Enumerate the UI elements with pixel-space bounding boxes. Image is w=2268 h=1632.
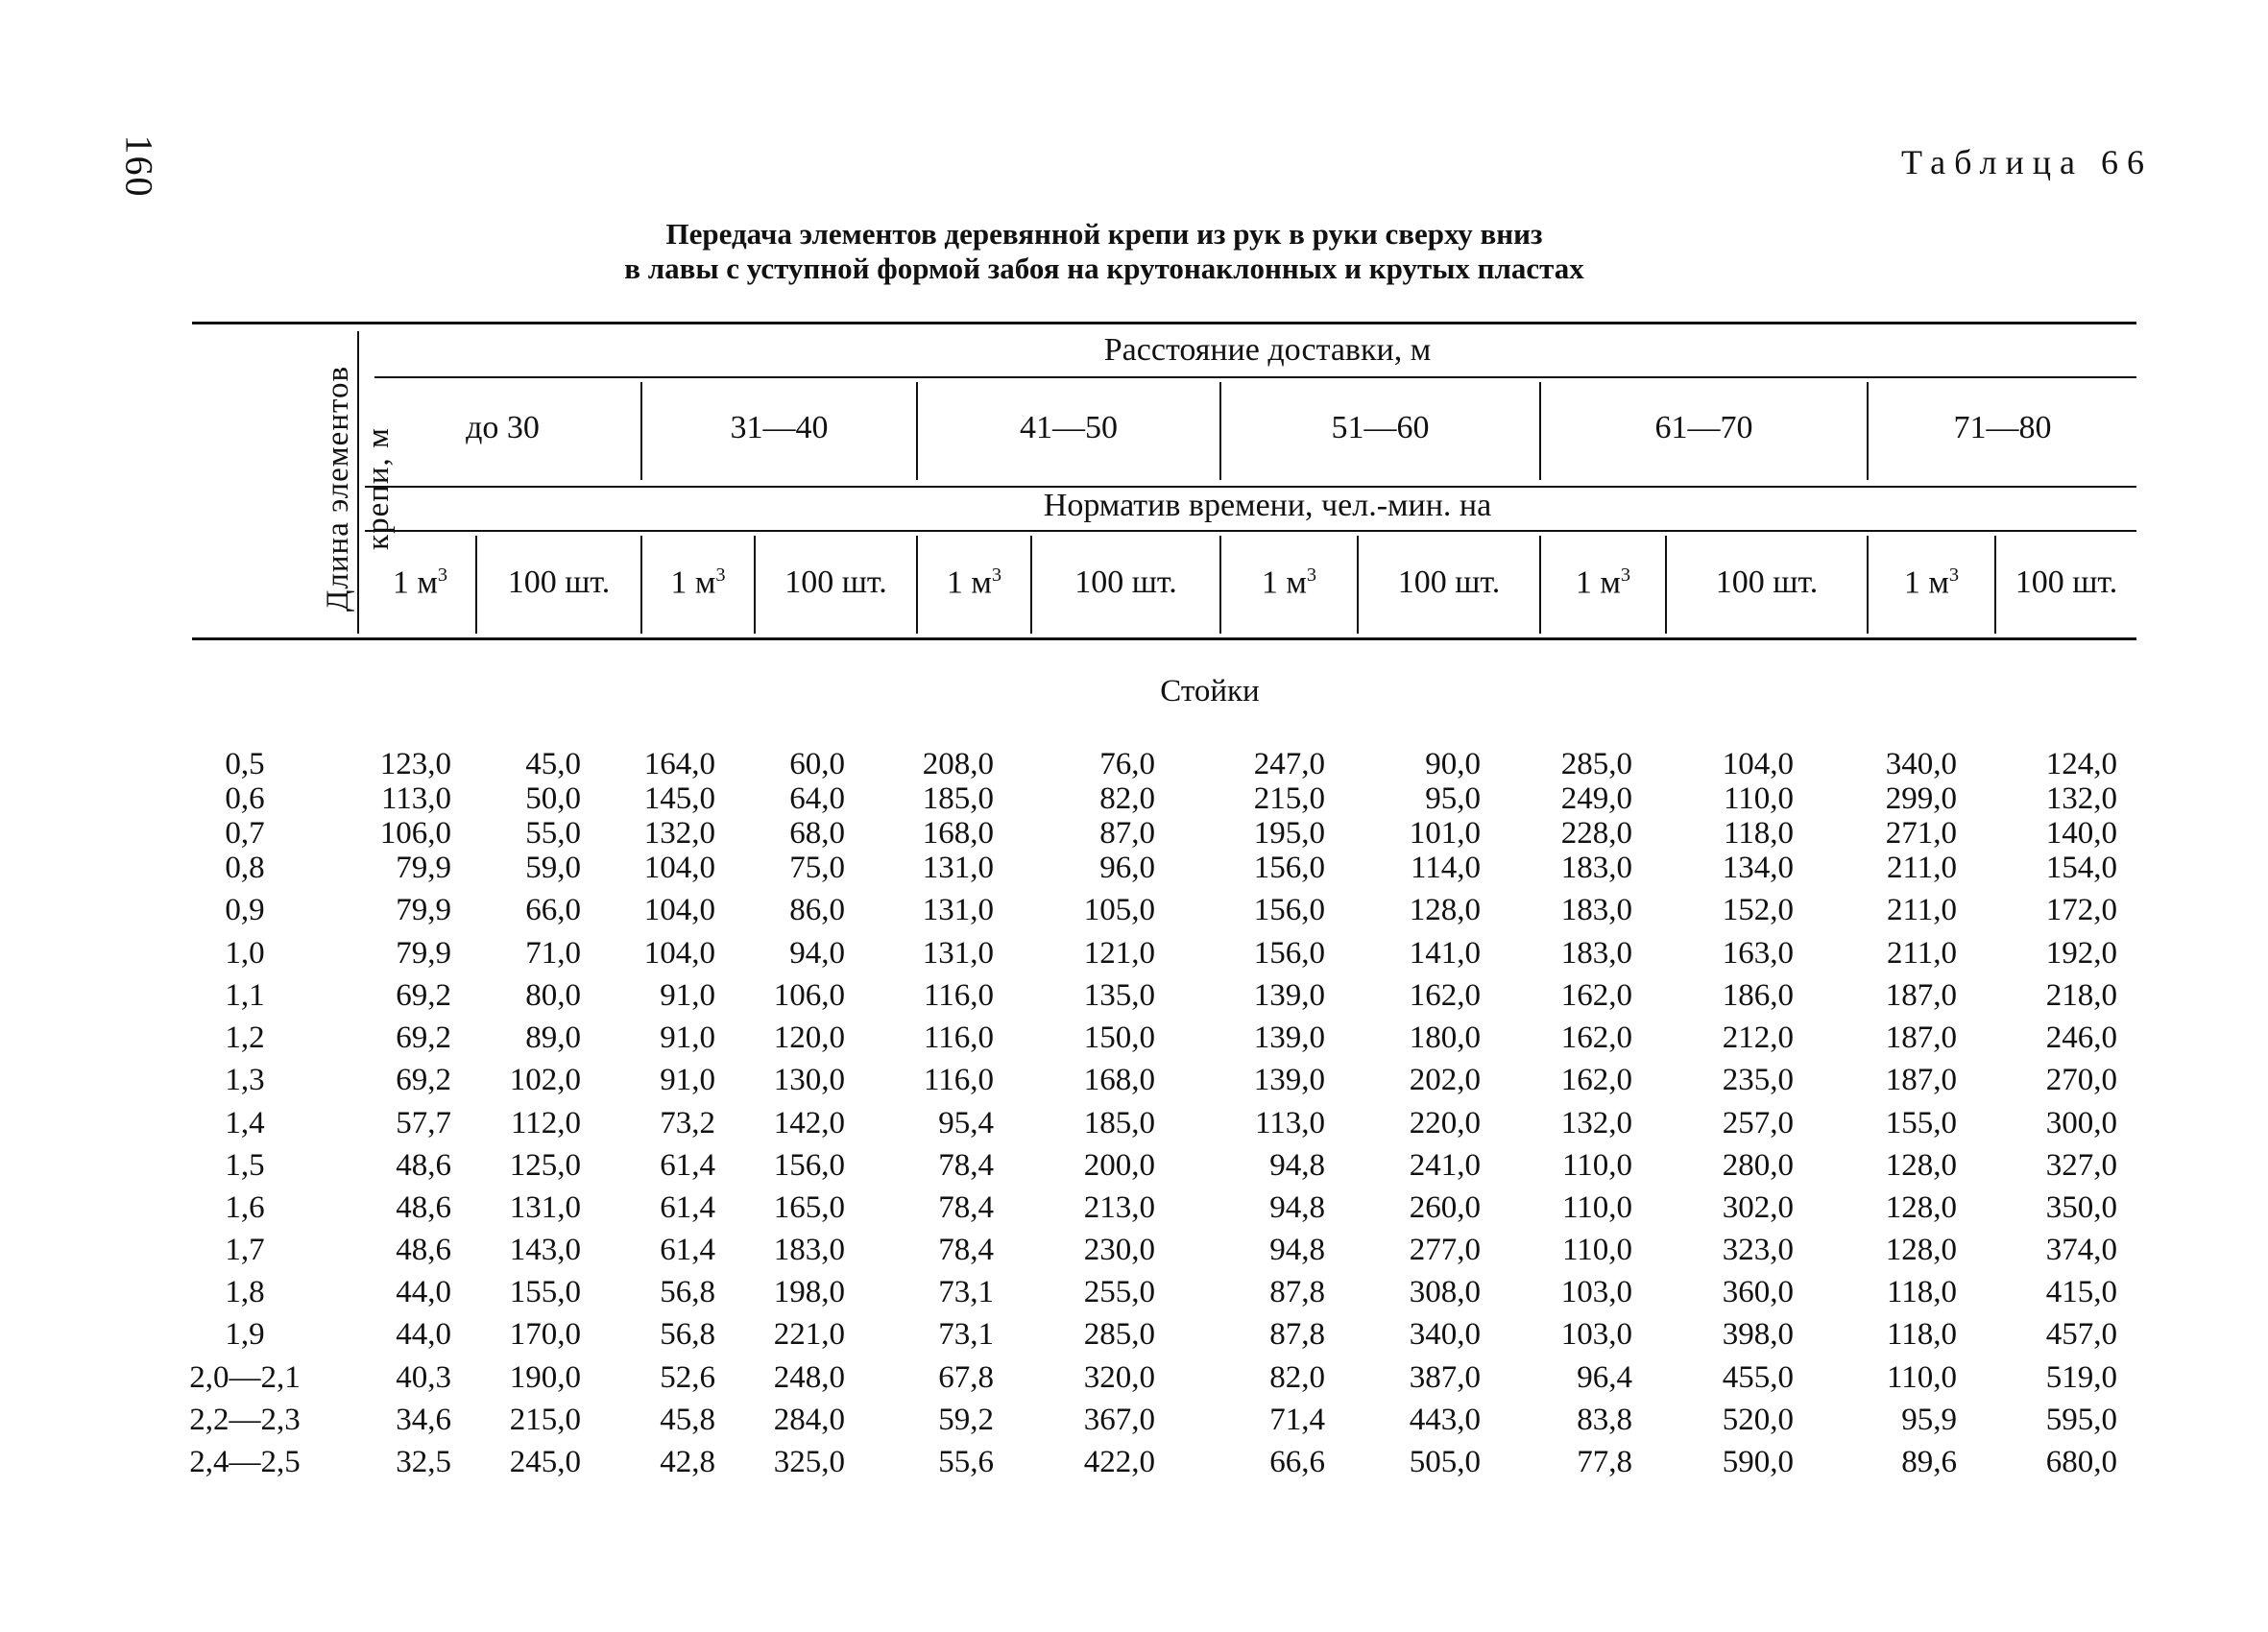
value-cell: 367,0 <box>1083 1403 1155 1437</box>
value-cell: 208,0 <box>922 747 994 781</box>
unit-m3-header <box>1221 564 1357 601</box>
value-cell: 183,0 <box>1560 936 1632 971</box>
value-cell: 82,0 <box>1099 781 1155 816</box>
table-label: Таблица 66 <box>1901 143 2153 181</box>
value-cell: 48,6 <box>396 1190 451 1225</box>
unit-m3-superscript: 3 <box>991 564 1002 586</box>
value-cell: 165,0 <box>773 1190 845 1225</box>
value-cell: 116,0 <box>923 1063 994 1097</box>
value-cell: 156,0 <box>1253 893 1325 927</box>
value-cell: 302,0 <box>1722 1190 1794 1225</box>
element-length-cell: 1,6 <box>225 1190 265 1225</box>
value-cell: 187,0 <box>1885 978 1957 1013</box>
value-cell: 57,7 <box>396 1106 451 1140</box>
table-row <box>0 851 2268 889</box>
table-row <box>0 816 2268 854</box>
value-cell: 104,0 <box>643 893 715 927</box>
value-cell: 55,0 <box>525 816 581 851</box>
value-cell: 104,0 <box>643 936 715 971</box>
value-cell: 284,0 <box>773 1403 845 1437</box>
value-cell: 91,0 <box>660 1063 715 1097</box>
value-cell: 61,4 <box>660 1233 715 1267</box>
value-cell: 230,0 <box>1083 1233 1155 1267</box>
distance-group: 31—40 <box>730 410 829 445</box>
value-cell: 285,0 <box>1560 747 1632 781</box>
unit-m3-header <box>1869 564 1994 601</box>
distance-rule <box>374 376 2136 378</box>
value-cell: 221,0 <box>773 1317 845 1352</box>
value-cell: 78,4 <box>938 1190 994 1225</box>
table-row <box>0 1190 2268 1229</box>
section-title: Стойки <box>1160 674 1260 708</box>
element-length-cell: 1,3 <box>225 1063 265 1097</box>
value-cell: 40,3 <box>396 1360 451 1395</box>
value-cell: 155,0 <box>509 1275 581 1309</box>
value-cell: 94,8 <box>1269 1190 1325 1225</box>
value-cell: 80,0 <box>525 978 581 1013</box>
value-cell: 215,0 <box>1253 781 1325 816</box>
element-length-cell: 0,7 <box>225 816 265 851</box>
value-cell: 76,0 <box>1099 747 1155 781</box>
value-cell: 457,0 <box>2045 1317 2117 1352</box>
value-cell: 246,0 <box>2045 1020 2117 1055</box>
value-cell: 172,0 <box>2045 893 2117 927</box>
value-cell: 132,0 <box>1560 1106 1632 1140</box>
value-cell: 135,0 <box>1083 978 1155 1013</box>
distance-group: 51—60 <box>1331 410 1430 445</box>
value-cell: 118,0 <box>1723 816 1794 851</box>
value-cell: 91,0 <box>660 1020 715 1055</box>
value-cell: 45,0 <box>525 747 581 781</box>
norm-header: Норматив времени, чел.-мин. на <box>1043 488 1492 523</box>
unit-pcs-header: 100 шт. <box>784 564 887 600</box>
value-cell: 82,0 <box>1269 1360 1325 1395</box>
value-cell: 211,0 <box>1886 936 1957 971</box>
value-cell: 66,0 <box>525 893 581 927</box>
value-cell: 192,0 <box>2045 936 2117 971</box>
value-cell: 131,0 <box>509 1190 581 1225</box>
value-cell: 78,4 <box>938 1148 994 1183</box>
value-cell: 110,0 <box>1561 1233 1632 1267</box>
page-number: 160 <box>117 134 161 199</box>
value-cell: 152,0 <box>1722 893 1794 927</box>
value-cell: 95,9 <box>1901 1403 1957 1437</box>
value-cell: 270,0 <box>2045 1063 2117 1097</box>
value-cell: 96,4 <box>1577 1360 1632 1395</box>
value-cell: 218,0 <box>2045 978 2117 1013</box>
value-cell: 247,0 <box>1253 747 1325 781</box>
element-length-cell: 0,5 <box>225 747 265 781</box>
value-cell: 187,0 <box>1885 1020 1957 1055</box>
value-cell: 387,0 <box>1409 1360 1481 1395</box>
value-cell: 34,6 <box>396 1403 451 1437</box>
value-cell: 455,0 <box>1722 1360 1794 1395</box>
value-cell: 110,0 <box>1561 1190 1632 1225</box>
value-cell: 45,8 <box>660 1403 715 1437</box>
unit-pcs-header: 100 шт. <box>1397 564 1501 600</box>
value-cell: 128,0 <box>1885 1148 1957 1183</box>
value-cell: 190,0 <box>509 1360 581 1395</box>
value-cell: 170,0 <box>509 1317 581 1352</box>
value-cell: 128,0 <box>1885 1190 1957 1225</box>
value-cell: 110,0 <box>1561 1148 1632 1183</box>
value-cell: 183,0 <box>1560 893 1632 927</box>
value-cell: 350,0 <box>2045 1190 2117 1225</box>
value-cell: 280,0 <box>1722 1148 1794 1183</box>
value-cell: 87,0 <box>1099 816 1155 851</box>
table-row <box>0 1020 2268 1059</box>
value-cell: 162,0 <box>1560 1020 1632 1055</box>
unit-m3-text: 1 м <box>1261 564 1307 601</box>
unit-m3-superscript: 3 <box>1948 564 1960 586</box>
value-cell: 110,0 <box>1886 1360 1957 1395</box>
value-cell: 42,8 <box>660 1445 715 1479</box>
value-cell: 131,0 <box>922 893 994 927</box>
value-cell: 106,0 <box>379 816 451 851</box>
value-cell: 155,0 <box>1885 1106 1957 1140</box>
value-cell: 200,0 <box>1083 1148 1155 1183</box>
distance-group: 41—50 <box>1020 410 1118 445</box>
value-cell: 185,0 <box>1083 1106 1155 1140</box>
table-row <box>0 978 2268 1017</box>
value-cell: 132,0 <box>643 816 715 851</box>
value-cell: 104,0 <box>643 851 715 885</box>
value-cell: 340,0 <box>1885 747 1957 781</box>
value-cell: 300,0 <box>2045 1106 2117 1140</box>
value-cell: 257,0 <box>1722 1106 1794 1140</box>
value-cell: 128,0 <box>1885 1233 1957 1267</box>
element-length-cell: 1,4 <box>225 1106 265 1140</box>
value-cell: 32,5 <box>396 1445 451 1479</box>
value-cell: 114,0 <box>1410 851 1481 885</box>
value-cell: 95,4 <box>938 1106 994 1140</box>
value-cell: 106,0 <box>773 978 845 1013</box>
value-cell: 140,0 <box>2045 816 2117 851</box>
table-title-line-2: в лавы с уступной формой забоя на крутонаклонных и крутых пластах <box>624 252 1584 285</box>
unit-pcs-header: 100 шт. <box>2015 564 2118 600</box>
element-length-cell: 1,8 <box>225 1275 265 1309</box>
value-cell: 75,0 <box>789 851 845 885</box>
element-length-cell: 1,9 <box>225 1317 265 1352</box>
value-cell: 198,0 <box>773 1275 845 1309</box>
element-length-cell: 1,7 <box>225 1233 265 1267</box>
value-cell: 186,0 <box>1722 978 1794 1013</box>
value-cell: 235,0 <box>1722 1063 1794 1097</box>
table-row <box>0 781 2268 820</box>
value-cell: 211,0 <box>1886 851 1957 885</box>
unit-pcs-header: 100 шт. <box>507 564 611 600</box>
value-cell: 52,6 <box>660 1360 715 1395</box>
value-cell: 415,0 <box>2045 1275 2117 1309</box>
element-length-cell: 2,4—2,5 <box>189 1445 301 1479</box>
value-cell: 69,2 <box>396 978 451 1013</box>
value-cell: 73,1 <box>938 1275 994 1309</box>
value-cell: 260,0 <box>1409 1190 1481 1225</box>
table-row <box>0 893 2268 931</box>
unit-m3-text: 1 м <box>946 564 992 601</box>
value-cell: 44,0 <box>396 1317 451 1352</box>
unit-m3-text: 1 м <box>1903 564 1949 601</box>
value-cell: 105,0 <box>1083 893 1155 927</box>
value-cell: 215,0 <box>509 1403 581 1437</box>
unit-m3-text: 1 м <box>670 564 716 601</box>
value-cell: 142,0 <box>773 1106 845 1140</box>
distance-group: 71—80 <box>1953 410 2052 445</box>
unit-m3-header <box>918 564 1030 601</box>
value-cell: 116,0 <box>923 1020 994 1055</box>
value-cell: 48,6 <box>396 1233 451 1267</box>
value-cell: 595,0 <box>2045 1403 2117 1437</box>
unit-m3-text: 1 м <box>392 564 438 601</box>
value-cell: 443,0 <box>1409 1403 1481 1437</box>
value-cell: 103,0 <box>1560 1275 1632 1309</box>
value-cell: 325,0 <box>773 1445 845 1479</box>
unit-pcs-header: 100 шт. <box>1074 564 1177 600</box>
value-cell: 116,0 <box>923 978 994 1013</box>
row-label-text: Длина элементов крепи, м <box>321 365 396 612</box>
value-cell: 67,8 <box>938 1360 994 1395</box>
value-cell: 120,0 <box>773 1020 845 1055</box>
value-cell: 299,0 <box>1885 781 1957 816</box>
value-cell: 87,8 <box>1269 1275 1325 1309</box>
unit-m3-superscript: 3 <box>437 564 448 586</box>
distance-group: до 30 <box>466 410 540 445</box>
norm-rule <box>365 530 2136 532</box>
value-cell: 220,0 <box>1409 1106 1481 1140</box>
unit-m3-superscript: 3 <box>715 564 726 586</box>
value-cell: 143,0 <box>509 1233 581 1267</box>
value-cell: 212,0 <box>1722 1020 1794 1055</box>
unit-m3-header <box>1541 564 1665 601</box>
table-row <box>0 936 2268 974</box>
value-cell: 56,8 <box>660 1275 715 1309</box>
element-length-cell: 2,0—2,1 <box>189 1360 301 1395</box>
value-cell: 87,8 <box>1269 1317 1325 1352</box>
value-cell: 255,0 <box>1083 1275 1155 1309</box>
value-cell: 66,6 <box>1269 1445 1325 1479</box>
value-cell: 118,0 <box>1886 1275 1957 1309</box>
value-cell: 77,8 <box>1577 1445 1632 1479</box>
value-cell: 103,0 <box>1560 1317 1632 1352</box>
value-cell: 374,0 <box>2045 1233 2117 1267</box>
value-cell: 59,0 <box>525 851 581 885</box>
value-cell: 56,8 <box>660 1317 715 1352</box>
element-length-cell: 1,2 <box>225 1020 265 1055</box>
element-length-cell: 0,6 <box>225 781 265 816</box>
value-cell: 271,0 <box>1885 816 1957 851</box>
value-cell: 73,1 <box>938 1317 994 1352</box>
value-cell: 168,0 <box>1083 1063 1155 1097</box>
value-cell: 89,6 <box>1901 1445 1957 1479</box>
value-cell: 90,0 <box>1425 747 1481 781</box>
value-cell: 113,0 <box>1254 1106 1325 1140</box>
distance-group: 61—70 <box>1654 410 1753 445</box>
element-length-cell: 1,1 <box>225 978 265 1013</box>
value-cell: 520,0 <box>1722 1403 1794 1437</box>
value-cell: 398,0 <box>1722 1317 1794 1352</box>
value-cell: 112,0 <box>510 1106 581 1140</box>
table-row <box>0 1063 2268 1101</box>
value-cell: 69,2 <box>396 1063 451 1097</box>
value-cell: 64,0 <box>789 781 845 816</box>
value-cell: 78,4 <box>938 1233 994 1267</box>
element-length-cell: 2,2—2,3 <box>189 1403 301 1437</box>
unit-m3-header <box>642 564 754 601</box>
value-cell: 131,0 <box>922 851 994 885</box>
value-cell: 680,0 <box>2045 1445 2117 1479</box>
value-cell: 422,0 <box>1083 1445 1155 1479</box>
value-cell: 285,0 <box>1083 1317 1155 1352</box>
value-cell: 139,0 <box>1253 1063 1325 1097</box>
unit-m3-superscript: 3 <box>1620 564 1631 586</box>
value-cell: 79,9 <box>396 893 451 927</box>
table-row <box>0 1275 2268 1313</box>
table-row <box>0 1360 2268 1399</box>
value-cell: 73,2 <box>660 1106 715 1140</box>
value-cell: 69,2 <box>396 1020 451 1055</box>
value-cell: 61,4 <box>660 1190 715 1225</box>
value-cell: 154,0 <box>2045 851 2117 885</box>
value-cell: 164,0 <box>643 747 715 781</box>
value-cell: 89,0 <box>525 1020 581 1055</box>
value-cell: 327,0 <box>2045 1148 2117 1183</box>
table-row <box>0 1317 2268 1356</box>
value-cell: 59,2 <box>938 1403 994 1437</box>
value-cell: 340,0 <box>1409 1317 1481 1352</box>
value-cell: 60,0 <box>789 747 845 781</box>
value-cell: 44,0 <box>396 1275 451 1309</box>
value-cell: 139,0 <box>1253 1020 1325 1055</box>
value-cell: 83,8 <box>1577 1403 1632 1437</box>
value-cell: 162,0 <box>1409 978 1481 1013</box>
value-cell: 141,0 <box>1409 936 1481 971</box>
unit-m3-text: 1 м <box>1575 564 1621 601</box>
value-cell: 118,0 <box>1886 1317 1957 1352</box>
value-cell: 248,0 <box>773 1360 845 1395</box>
value-cell: 185,0 <box>922 781 994 816</box>
value-cell: 55,6 <box>938 1445 994 1479</box>
value-cell: 104,0 <box>1722 747 1794 781</box>
value-cell: 131,0 <box>922 936 994 971</box>
value-cell: 124,0 <box>2045 747 2117 781</box>
value-cell: 96,0 <box>1099 851 1155 885</box>
unit-m3-superscript: 3 <box>1306 564 1317 586</box>
value-cell: 128,0 <box>1409 893 1481 927</box>
value-cell: 505,0 <box>1409 1445 1481 1479</box>
value-cell: 48,6 <box>396 1148 451 1183</box>
value-cell: 162,0 <box>1560 978 1632 1013</box>
table-row <box>0 1233 2268 1271</box>
value-cell: 79,9 <box>396 936 451 971</box>
value-cell: 323,0 <box>1722 1233 1794 1267</box>
value-cell: 113,0 <box>380 781 451 816</box>
value-cell: 168,0 <box>922 816 994 851</box>
value-cell: 71,0 <box>525 936 581 971</box>
value-cell: 94,8 <box>1269 1233 1325 1267</box>
value-cell: 71,4 <box>1269 1403 1325 1437</box>
value-cell: 150,0 <box>1083 1020 1155 1055</box>
value-cell: 360,0 <box>1722 1275 1794 1309</box>
value-cell: 102,0 <box>509 1063 581 1097</box>
value-cell: 590,0 <box>1722 1445 1794 1479</box>
value-cell: 195,0 <box>1253 816 1325 851</box>
value-cell: 241,0 <box>1409 1148 1481 1183</box>
value-cell: 91,0 <box>660 978 715 1013</box>
value-cell: 277,0 <box>1409 1233 1481 1267</box>
header-top-rule <box>192 322 2136 324</box>
value-cell: 245,0 <box>509 1445 581 1479</box>
unit-pcs-header: 100 шт. <box>1715 564 1819 600</box>
value-cell: 320,0 <box>1083 1360 1155 1395</box>
value-cell: 187,0 <box>1885 1063 1957 1097</box>
element-length-cell: 0,8 <box>225 851 265 885</box>
value-cell: 211,0 <box>1886 893 1957 927</box>
value-cell: 132,0 <box>2045 781 2117 816</box>
value-cell: 94,8 <box>1269 1148 1325 1183</box>
table-title-line-1: Передача элементов деревянной крепи из рук в руки сверху вниз <box>665 217 1543 251</box>
table-row <box>0 747 2268 785</box>
value-cell: 121,0 <box>1083 936 1155 971</box>
value-cell: 156,0 <box>773 1148 845 1183</box>
table-row <box>0 1148 2268 1187</box>
table-row <box>0 1403 2268 1441</box>
value-cell: 68,0 <box>789 816 845 851</box>
value-cell: 130,0 <box>773 1063 845 1097</box>
value-cell: 183,0 <box>1560 851 1632 885</box>
value-cell: 163,0 <box>1722 936 1794 971</box>
value-cell: 95,0 <box>1425 781 1481 816</box>
value-cell: 110,0 <box>1723 781 1794 816</box>
value-cell: 308,0 <box>1409 1275 1481 1309</box>
value-cell: 125,0 <box>509 1148 581 1183</box>
value-cell: 101,0 <box>1409 816 1481 851</box>
value-cell: 213,0 <box>1083 1190 1155 1225</box>
value-cell: 134,0 <box>1722 851 1794 885</box>
value-cell: 86,0 <box>789 893 845 927</box>
value-cell: 228,0 <box>1560 816 1632 851</box>
value-cell: 79,9 <box>396 851 451 885</box>
table-row <box>0 1445 2268 1483</box>
distance-header: Расстояние доставки, м <box>1103 332 1432 368</box>
unit-m3-header <box>365 564 475 601</box>
value-cell: 249,0 <box>1560 781 1632 816</box>
value-cell: 94,0 <box>789 936 845 971</box>
value-cell: 123,0 <box>379 747 451 781</box>
value-cell: 180,0 <box>1409 1020 1481 1055</box>
value-cell: 202,0 <box>1409 1063 1481 1097</box>
value-cell: 519,0 <box>2045 1360 2117 1395</box>
element-length-cell: 1,5 <box>225 1148 265 1183</box>
header-bottom-rule <box>192 637 2136 640</box>
value-cell: 145,0 <box>643 781 715 816</box>
table-row <box>0 1106 2268 1144</box>
value-cell: 183,0 <box>773 1233 845 1267</box>
element-length-cell: 1,0 <box>225 936 265 971</box>
value-cell: 61,4 <box>660 1148 715 1183</box>
element-length-cell: 0,9 <box>225 893 265 927</box>
value-cell: 139,0 <box>1253 978 1325 1013</box>
value-cell: 162,0 <box>1560 1063 1632 1097</box>
value-cell: 156,0 <box>1253 936 1325 971</box>
value-cell: 50,0 <box>525 781 581 816</box>
value-cell: 156,0 <box>1253 851 1325 885</box>
